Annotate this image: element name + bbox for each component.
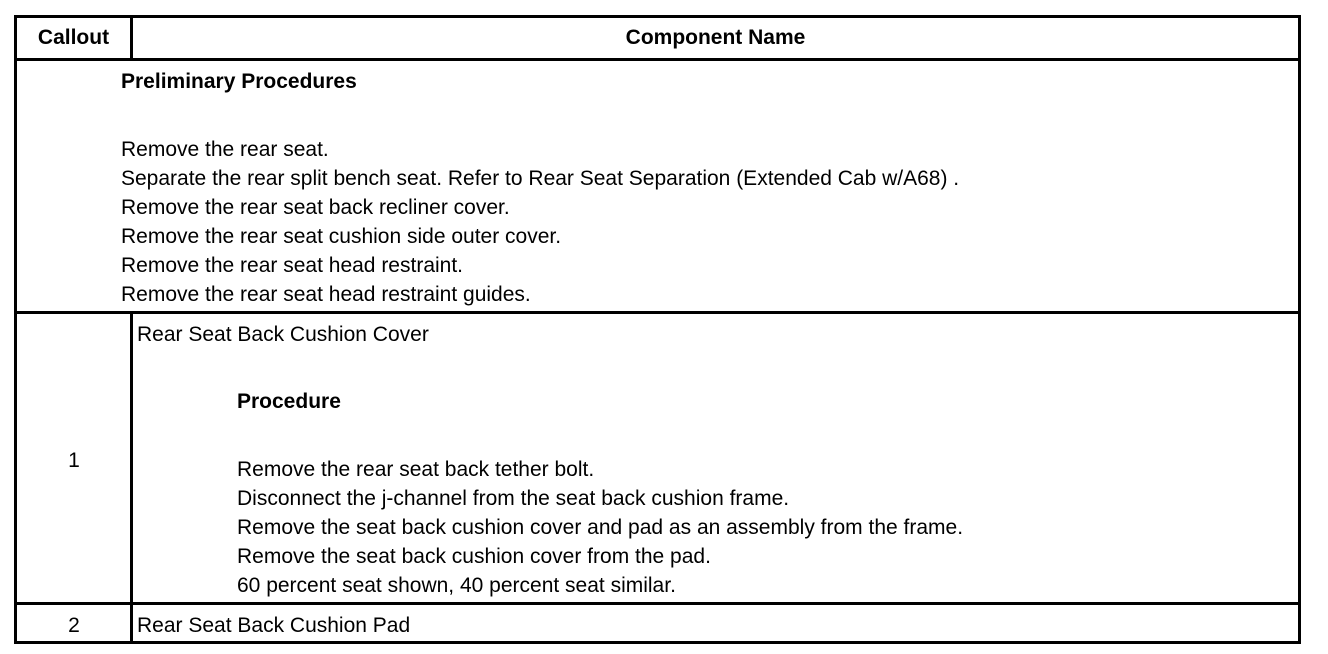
row-divider [17,602,1298,605]
component-name: Rear Seat Back Cushion Pad [137,614,411,637]
procedure-title: Procedure [237,390,341,413]
component-name: Rear Seat Back Cushion Cover [137,323,429,346]
preliminary-step: Remove the rear seat cushion side outer cover. [121,225,562,248]
preliminary-step: Remove the rear seat. [121,138,329,161]
callout-header: Callout [37,26,110,49]
preliminary-divider [17,311,1298,314]
components-table [14,15,1301,644]
header-divider [17,58,1298,61]
callout-number: 2 [68,614,80,637]
component-name-header: Component Name [625,26,806,49]
row-column-divider [130,314,133,644]
procedure-step: Remove the rear seat back tether bolt. [237,458,595,481]
callout-number: 1 [68,449,80,472]
procedure-step: Remove the seat back cushion cover and pad as an assembly from the frame. [237,516,964,539]
preliminary-step: Remove the rear seat head restraint. [121,254,464,277]
preliminary-step: Remove the rear seat head restraint guides. [121,283,531,306]
procedure-step: Remove the seat back cushion cover from the pad. [237,545,711,568]
procedure-step: 60 percent seat shown, 40 percent seat similar. [237,574,676,597]
preliminary-step: Separate the rear split bench seat. Refer to Rear Seat Separation (Extended Cab w/A68) . [121,167,960,190]
procedure-step: Disconnect the j-channel from the seat back cushion frame. [237,487,790,510]
preliminary-step: Remove the rear seat back recliner cover. [121,196,510,219]
preliminary-title: Preliminary Procedures [121,70,357,93]
